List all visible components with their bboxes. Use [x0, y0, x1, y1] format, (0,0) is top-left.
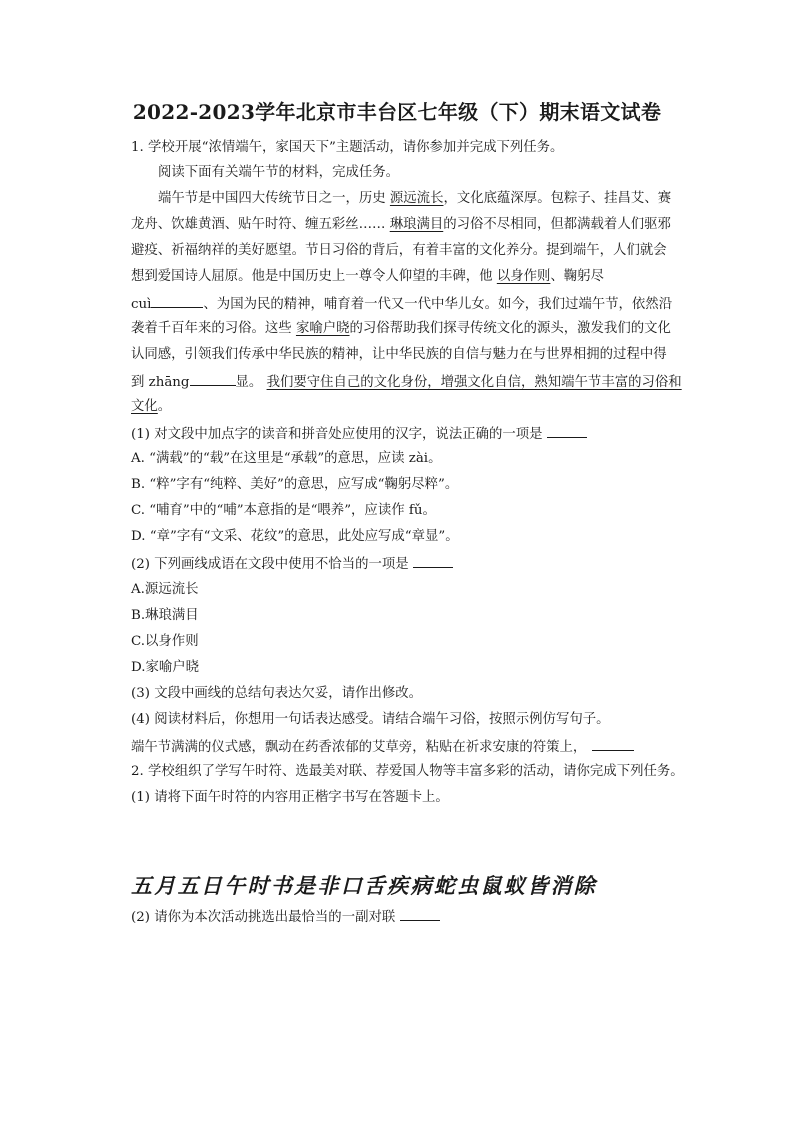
summary-sentence-underlined: 文化: [131, 399, 158, 414]
answer-blank[interactable]: [413, 553, 453, 568]
answer-blank[interactable]: [400, 906, 440, 921]
idiom-underlined: 以身作则: [496, 269, 551, 284]
pinyin-text: 到 zhāng: [131, 375, 190, 390]
passage-text: 想到爱国诗人屈原。他是中国历史上一尊令人仰望的丰碑，他: [131, 269, 497, 284]
answer-blank[interactable]: [151, 293, 203, 308]
example-sentence: 端午节满满的仪式感，飘动在药香浓郁的艾草旁，粘贴在祈求安康的符策上，: [131, 740, 587, 755]
summary-sentence-underlined: 我们要守住自己的文化身份，增强文化自信，熟知端午节丰富的习俗和: [266, 375, 682, 390]
passage-line-3: 避疫、祈福纳祥的美好愿望。节日习俗的背后，有着丰富的文化养分。提到端午，人们就会: [131, 243, 667, 258]
q1-stem: 1. 学校开展“浓情端午，家国天下”主题活动，请你参加并完成下列任务。: [131, 140, 564, 155]
q1-intro: 阅读下面有关端午节的材料，完成任务。: [158, 165, 400, 180]
passage-text: 、鞠躬尽: [550, 269, 604, 284]
option-1c: C. “哺育”中的“哺”本意指的是“喂养”，应读作 fǔ。: [131, 503, 436, 518]
option-1d: D. “章”字有“文采、花纹”的意思，此处应写成“章显”。: [131, 529, 459, 544]
passage-text: 的习俗帮助我们探寻传统文化的源头，激发我们的文化: [349, 321, 671, 336]
passage-text: 显。: [235, 375, 263, 390]
q1-sub1: [131, 423, 587, 445]
passage-text: 。: [157, 399, 172, 414]
passage-line-8: [131, 371, 682, 393]
passage-text: 袭着千百年来的习俗。这些: [131, 321, 296, 336]
passage-text: 的习俗不尽相同，但都满载着人们驱邪: [443, 217, 671, 232]
passage-line-9: [131, 397, 171, 417]
answer-blank[interactable]: [592, 736, 634, 751]
passage-text: 、为国为民的精神，哺育着一代又一代中华儿女。如今，我们过端午节，依然沿: [203, 297, 673, 312]
q2-sub1: (1) 请将下面午时符的内容用正楷字书写在答题卡上。: [131, 790, 449, 805]
option-2b: B.琳琅满目: [131, 608, 199, 623]
exam-title: 2022-2023学年北京市丰台区七年级（下）期末语文试卷: [132, 100, 662, 124]
passage-text: 龙舟、饮雄黄酒、贴午时符、缠五彩丝……: [131, 217, 386, 232]
idiom-underlined: 家喻户晓: [295, 321, 350, 336]
passage-line-6: [131, 319, 671, 339]
option-1a: A. “满载”的“载”在这里是“承载”的意思，应读 zài。: [131, 451, 442, 466]
option-1b: B. “粹”字有“纯粹、美好”的意思，应写成“鞠躬尽粹”。: [131, 477, 459, 492]
option-2c: C.以身作则: [131, 634, 199, 649]
passage-text: ，文化底蕴深厚。包粽子、挂昌艾、赛: [443, 191, 672, 206]
passage-line-2: [131, 215, 671, 235]
calligraphy-text: 五月五日午时书是非口舌疾病蛇虫鼠蚁皆消除: [131, 873, 597, 898]
passage-line-5: [131, 293, 672, 315]
q1-sub2: [131, 553, 453, 575]
answer-blank[interactable]: [190, 371, 236, 386]
sub-question-text: (2) 下列画线成语在文段中使用不恰当的一项是: [131, 557, 409, 572]
q2-sub2: [131, 906, 440, 928]
option-2a: A.源远流长: [131, 582, 199, 597]
idiom-underlined: 琳琅满目: [389, 217, 444, 232]
pinyin-text: cuì: [131, 297, 152, 312]
sub-question-text: (2) 请你为本次活动挑选出最恰当的一副对联: [131, 910, 396, 925]
passage-line-1: [158, 189, 671, 209]
passage-text: 端午节是中国四大传统节日之一，历史: [158, 191, 390, 206]
passage-line-4: [131, 267, 604, 287]
q1-sub4: (4) 阅读材料后，你想用一句话表达感受。请结合端午习俗，按照示例仿写句子。: [131, 712, 610, 727]
idiom-underlined: 源远流长: [389, 191, 444, 206]
option-2d: D.家喻户晓: [131, 660, 200, 675]
q1-sub3: (3) 文段中画线的总结句表达欠妥，请作出修改。: [131, 686, 423, 701]
answer-blank[interactable]: [547, 423, 587, 438]
q2-stem: 2. 学校组织了学写午时符、选最美对联、荐爱国人物等丰富多彩的活动，请你完成下列任务。: [131, 764, 684, 779]
passage-line-7: 认同感，引领我们传承中华民族的精神，让中华民族的自信与魅力在与世界相拥的过程中得: [131, 347, 667, 362]
q1-sub4-example: [131, 736, 634, 758]
sub-question-text: (1) 对文段中加点字的读音和拼音处应使用的汉字，说法正确的一项是: [131, 427, 543, 442]
